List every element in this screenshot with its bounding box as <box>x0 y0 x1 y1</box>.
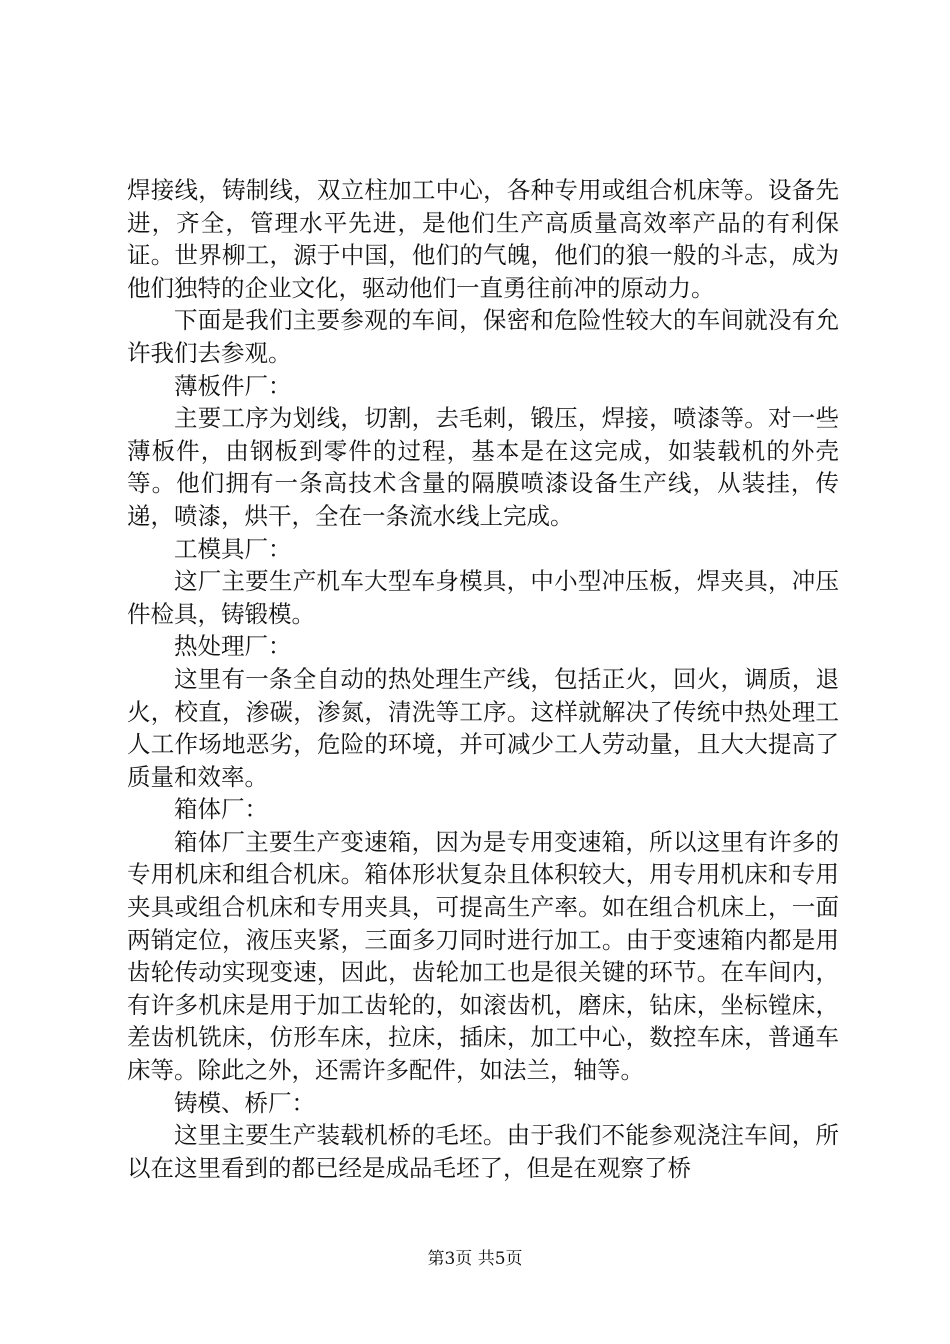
section-heading-gearbox: 箱体厂： <box>174 795 268 824</box>
paragraph-gearbox: 箱体厂主要生产变速箱，因为是专用变速箱，所以这里有许多的专用机床和组合机床。箱体形状复杂且体积较大，用专用机床和专用夹具或组合机床和专用夹具，可提高生产率。如在组合机床上，一面两销定位，液压夹紧，三面多刀同时进行加工。由于变速箱内都是用齿轮传动实现变速，因此，齿轮加工也是很关键的环节。在车间内，有许多机床是用于加工齿轮的，如滚齿机，磨床，钻床，坐标镗床，差齿机铣床，仿形车床，拉床，插床，加工中心，数控车床，普通车床等。除此之外，还需许多配件，如法兰，轴等。 <box>127 827 839 1085</box>
section-heading-tooling: 工模具厂： <box>174 534 292 563</box>
paragraph-2: 下面是我们主要参观的车间，保密和危险性较大的车间就没有允许我们去参观。 <box>127 306 839 367</box>
paragraph-casting-axle: 这里主要生产装载机桥的毛坯。由于我们不能参观浇注车间，所以在这里看到的都已经是成品毛坯了，但是在观察了桥 <box>127 1121 839 1182</box>
page-number-footer: 第3页 共5页 <box>427 1249 523 1269</box>
paragraph-1: 焊接线，铸制线，双立柱加工中心，各种专用或组合机床等。设备先进，齐全，管理水平先进，是他们生产高质量高效率产品的有利保证。世界柳工，源于中国，他们的气魄，他们的狼一般的斗志，成为他们独特的企业文化，驱动他们一直勇往前冲的原动力。 <box>127 176 839 302</box>
paragraph-heat-treatment: 这里有一条全自动的热处理生产线，包括正火，回火，调质，退火，校直，渗碳，渗氮，清洗等工序。这样就解决了传统中热处理工人工作场地恶劣，危险的环境，并可减少工人劳动量，且大大提高了质量和效率。 <box>127 664 839 791</box>
section-heading-sheet-metal: 薄板件厂： <box>174 371 292 400</box>
paragraph-tooling: 这厂主要生产机车大型车身模具，中小型冲压板，焊夹具，冲压件检具，铸锻模。 <box>127 567 839 628</box>
paragraph-sheet-metal: 主要工序为划线，切割，去毛刺，锻压，焊接，喷漆等。对一些薄板件，由钢板到零件的过程，基本是在这完成，如装载机的外壳等。他们拥有一条高技术含量的隔膜喷漆设备生产线，从装挂，传递，喷漆，烘干，全在一条流水线上完成。 <box>127 404 839 530</box>
section-heading-heat-treatment: 热处理厂： <box>174 632 292 661</box>
section-heading-casting-axle: 铸模、桥厂： <box>174 1088 315 1117</box>
document-body <box>127 174 839 1184</box>
